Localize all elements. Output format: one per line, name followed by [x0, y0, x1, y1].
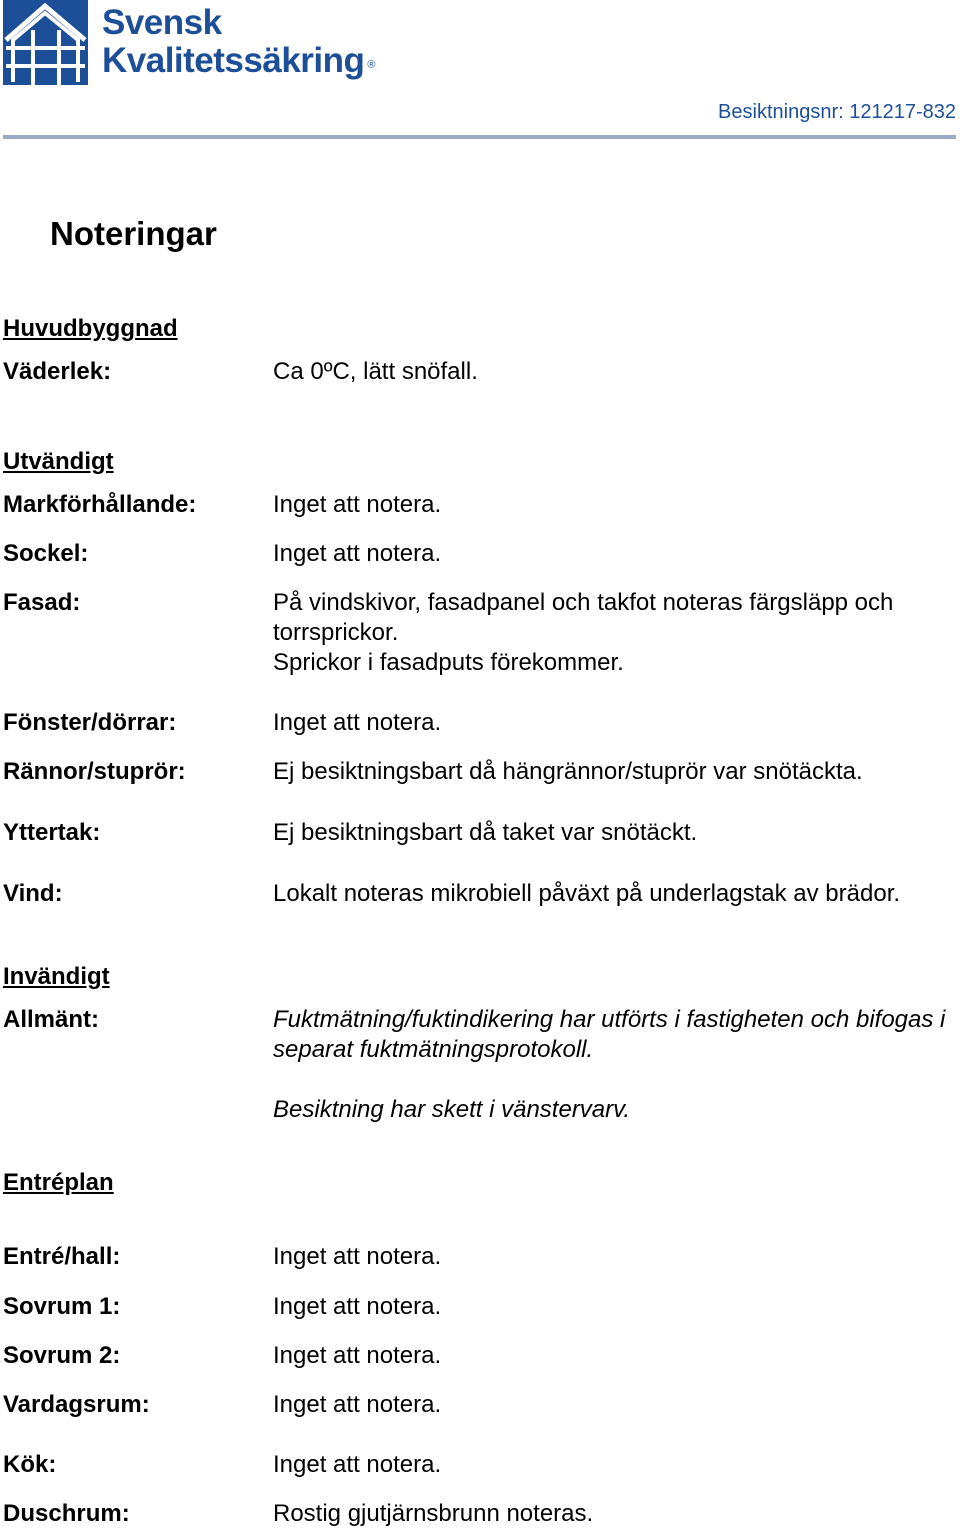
row-value: Inget att notera.	[273, 709, 442, 736]
section-heading-utvandigt: Utvändigt	[3, 448, 114, 475]
row-value: Inget att notera.	[273, 1451, 442, 1478]
row-label: Allmänt:	[3, 1006, 99, 1033]
row-value-line: Fuktmätning/fuktindikering har utförts i fastigheten och bifogas i separat fuktmätningsprotokoll.	[273, 1006, 946, 1063]
row-value: Ca 0ºC, lätt snöfall.	[273, 358, 478, 385]
row-value: Rostig gjutjärnsbrunn noteras.	[273, 1500, 594, 1527]
row-label: Sockel:	[3, 540, 89, 567]
house-logo-icon	[3, 0, 88, 85]
header-divider	[3, 135, 956, 139]
row-label: Markförhållande:	[3, 491, 197, 518]
row-value: Inget att notera.	[273, 1391, 442, 1418]
row-value: Inget att notera.	[273, 540, 442, 567]
row-label: Sovrum 2:	[3, 1342, 121, 1369]
row-label: Duschrum:	[3, 1500, 130, 1527]
row-label: Vardagsrum:	[3, 1391, 150, 1418]
row-value	[273, 588, 957, 678]
page-header	[0, 0, 960, 140]
row-label: Rännor/stuprör:	[3, 758, 186, 785]
row-label: Fasad:	[3, 589, 81, 616]
row-value: Lokalt noteras mikrobiell påväxt på underlagstak av brädor.	[273, 880, 901, 907]
row-label: Sovrum 1:	[3, 1293, 121, 1320]
section-heading-invandigt: Invändigt	[3, 963, 110, 990]
row-value: Ej besiktningsbart då hängrännor/stuprör var snötäckta.	[273, 758, 863, 785]
row-label: Vind:	[3, 880, 63, 907]
row-label: Kök:	[3, 1451, 57, 1478]
section-heading-huvudbyggnad: Huvudbyggnad	[3, 315, 178, 342]
brand-line-1: Svensk	[102, 3, 222, 42]
row-value-line: Besiktning har skett i vänstervarv.	[273, 1096, 631, 1123]
row-value: Inget att notera.	[273, 491, 442, 518]
brand-line-2: Kvalitetssäkring	[102, 41, 365, 80]
row-value-line: På vindskivor, fasadpanel och takfot noteras färgsläpp och torrsprickor.	[273, 589, 894, 646]
row-value-line: Sprickor i fasadputs förekommer.	[273, 649, 624, 676]
brand-name	[102, 4, 375, 80]
section-heading-entreplan: Entréplan	[3, 1169, 114, 1196]
inspection-number: Besiktningsnr: 121217-832	[718, 101, 956, 123]
row-value: Inget att notera.	[273, 1243, 442, 1270]
row-label: Yttertak:	[3, 819, 101, 846]
row-value: Inget att notera.	[273, 1342, 442, 1369]
row-value: Ej besiktningsbart då taket var snötäckt.	[273, 819, 698, 846]
row-value: Inget att notera.	[273, 1293, 442, 1320]
row-value	[273, 1005, 957, 1125]
row-label: Väderlek:	[3, 358, 112, 385]
registered-mark: ®	[367, 59, 376, 71]
page-title: Noteringar	[50, 215, 217, 252]
row-label: Entré/hall:	[3, 1243, 121, 1270]
row-label: Fönster/dörrar:	[3, 709, 177, 736]
